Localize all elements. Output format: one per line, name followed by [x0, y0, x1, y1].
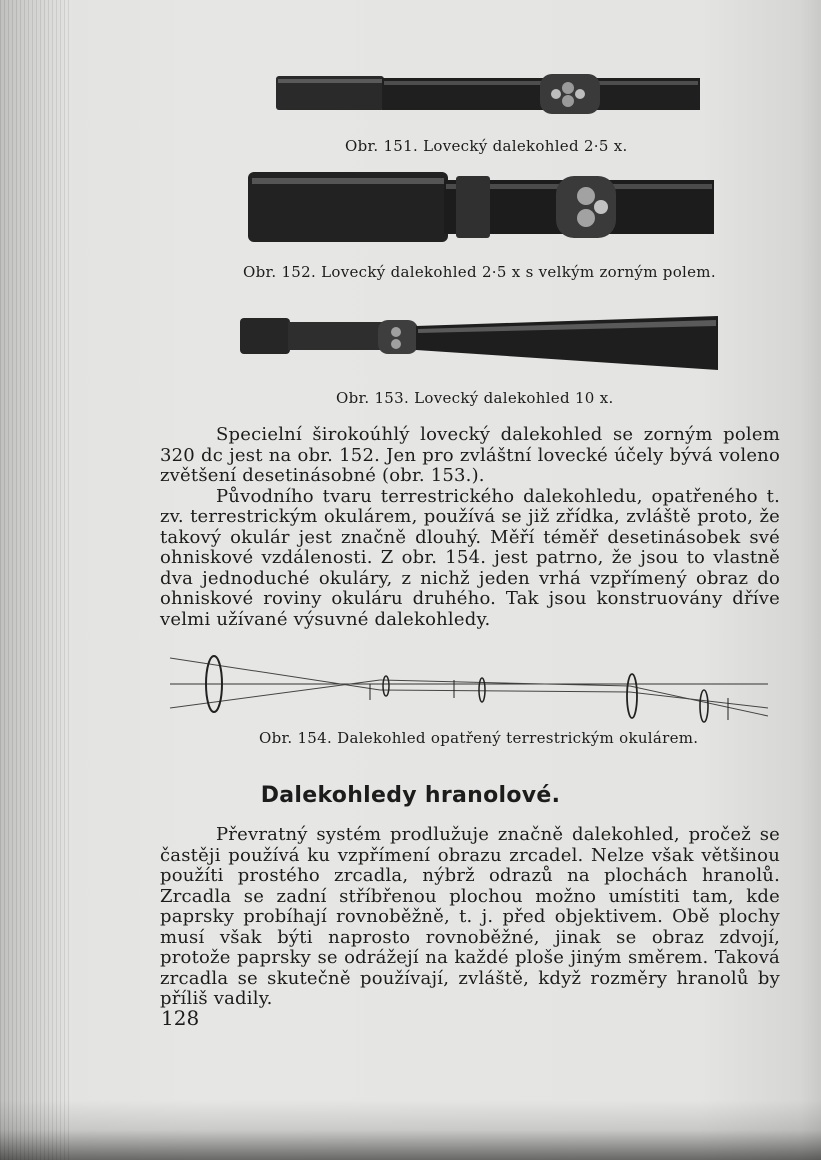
- paragraph-3: Převratný systém prodlužuje značně dalekohled, pročež se častěji používá ku vzpřímení obrazu zrcadel. Nelze však většinou použíti prostého zrcadla, nýbrž odrazů na plochách hranolů. Zrcadla se zadní stříbřenou plochou možno umístiti tam, kde paprsky probíhají rovnoběžně, t. j. před objektivem. Obě plochy musí však býti naprosto rovnoběžné, jinak se obraz zdvojí, protože paprsky se odrážejí na každé ploše jiným směrem. Taková zrcadla se skutečně používají, zvláště, když rozměry hranolů by příliš vadily.: [160, 824, 780, 1009]
- page-bottom-shadow: [0, 1100, 821, 1160]
- figure-153-scope: [238, 312, 724, 374]
- text-block-bottom: [160, 825, 780, 1010]
- figure-154-diagram: [170, 650, 770, 726]
- paragraph-1: Specielní širokoúhlý lovecký dalekohled se zorným polem 320 dc jest na obr. 152. Jen pro zvláštní lovecké účely bývá voleno zvětšení desetinásobné (obr. 153.).: [160, 424, 780, 486]
- section-heading: Dalekohledy hranolové.: [260, 783, 561, 808]
- page-stack-edges: [0, 0, 72, 1160]
- figure-152-caption: Obr. 152. Lovecký dalekohled 2·5 x s velkým zorným polem.: [243, 263, 716, 281]
- paragraph-2: Původního tvaru terrestrického dalekohledu, opatřeného t. zv. terrestrickým okulárem, používá se již zřídka, zvláště proto, že takový okulár jest značně dlouhý. Měří téměř desetinásobek své ohniskové vzdálenosti. Z obr. 154. jest patrno, že jsou to vlastně dva jednoduché okuláry, z nichž jeden vrhá vzpřímený obraz do ohniskové roviny okuláru druhého. Tak jsou konstruovány dříve velmi užívané výsuvné dalekohledy.: [160, 485, 780, 630]
- figure-152-scope: [246, 166, 722, 248]
- text-block-top: [160, 425, 780, 630]
- figure-151-caption: Obr. 151. Lovecký dalekohled 2·5 x.: [345, 137, 628, 155]
- figure-151-scope: [272, 68, 708, 122]
- figure-154-caption: Obr. 154. Dalekohled opatřený terrestrickým okulárem.: [259, 729, 699, 747]
- page-number: 128: [161, 1006, 200, 1030]
- figure-153-caption: Obr. 153. Lovecký dalekohled 10 x.: [336, 389, 614, 407]
